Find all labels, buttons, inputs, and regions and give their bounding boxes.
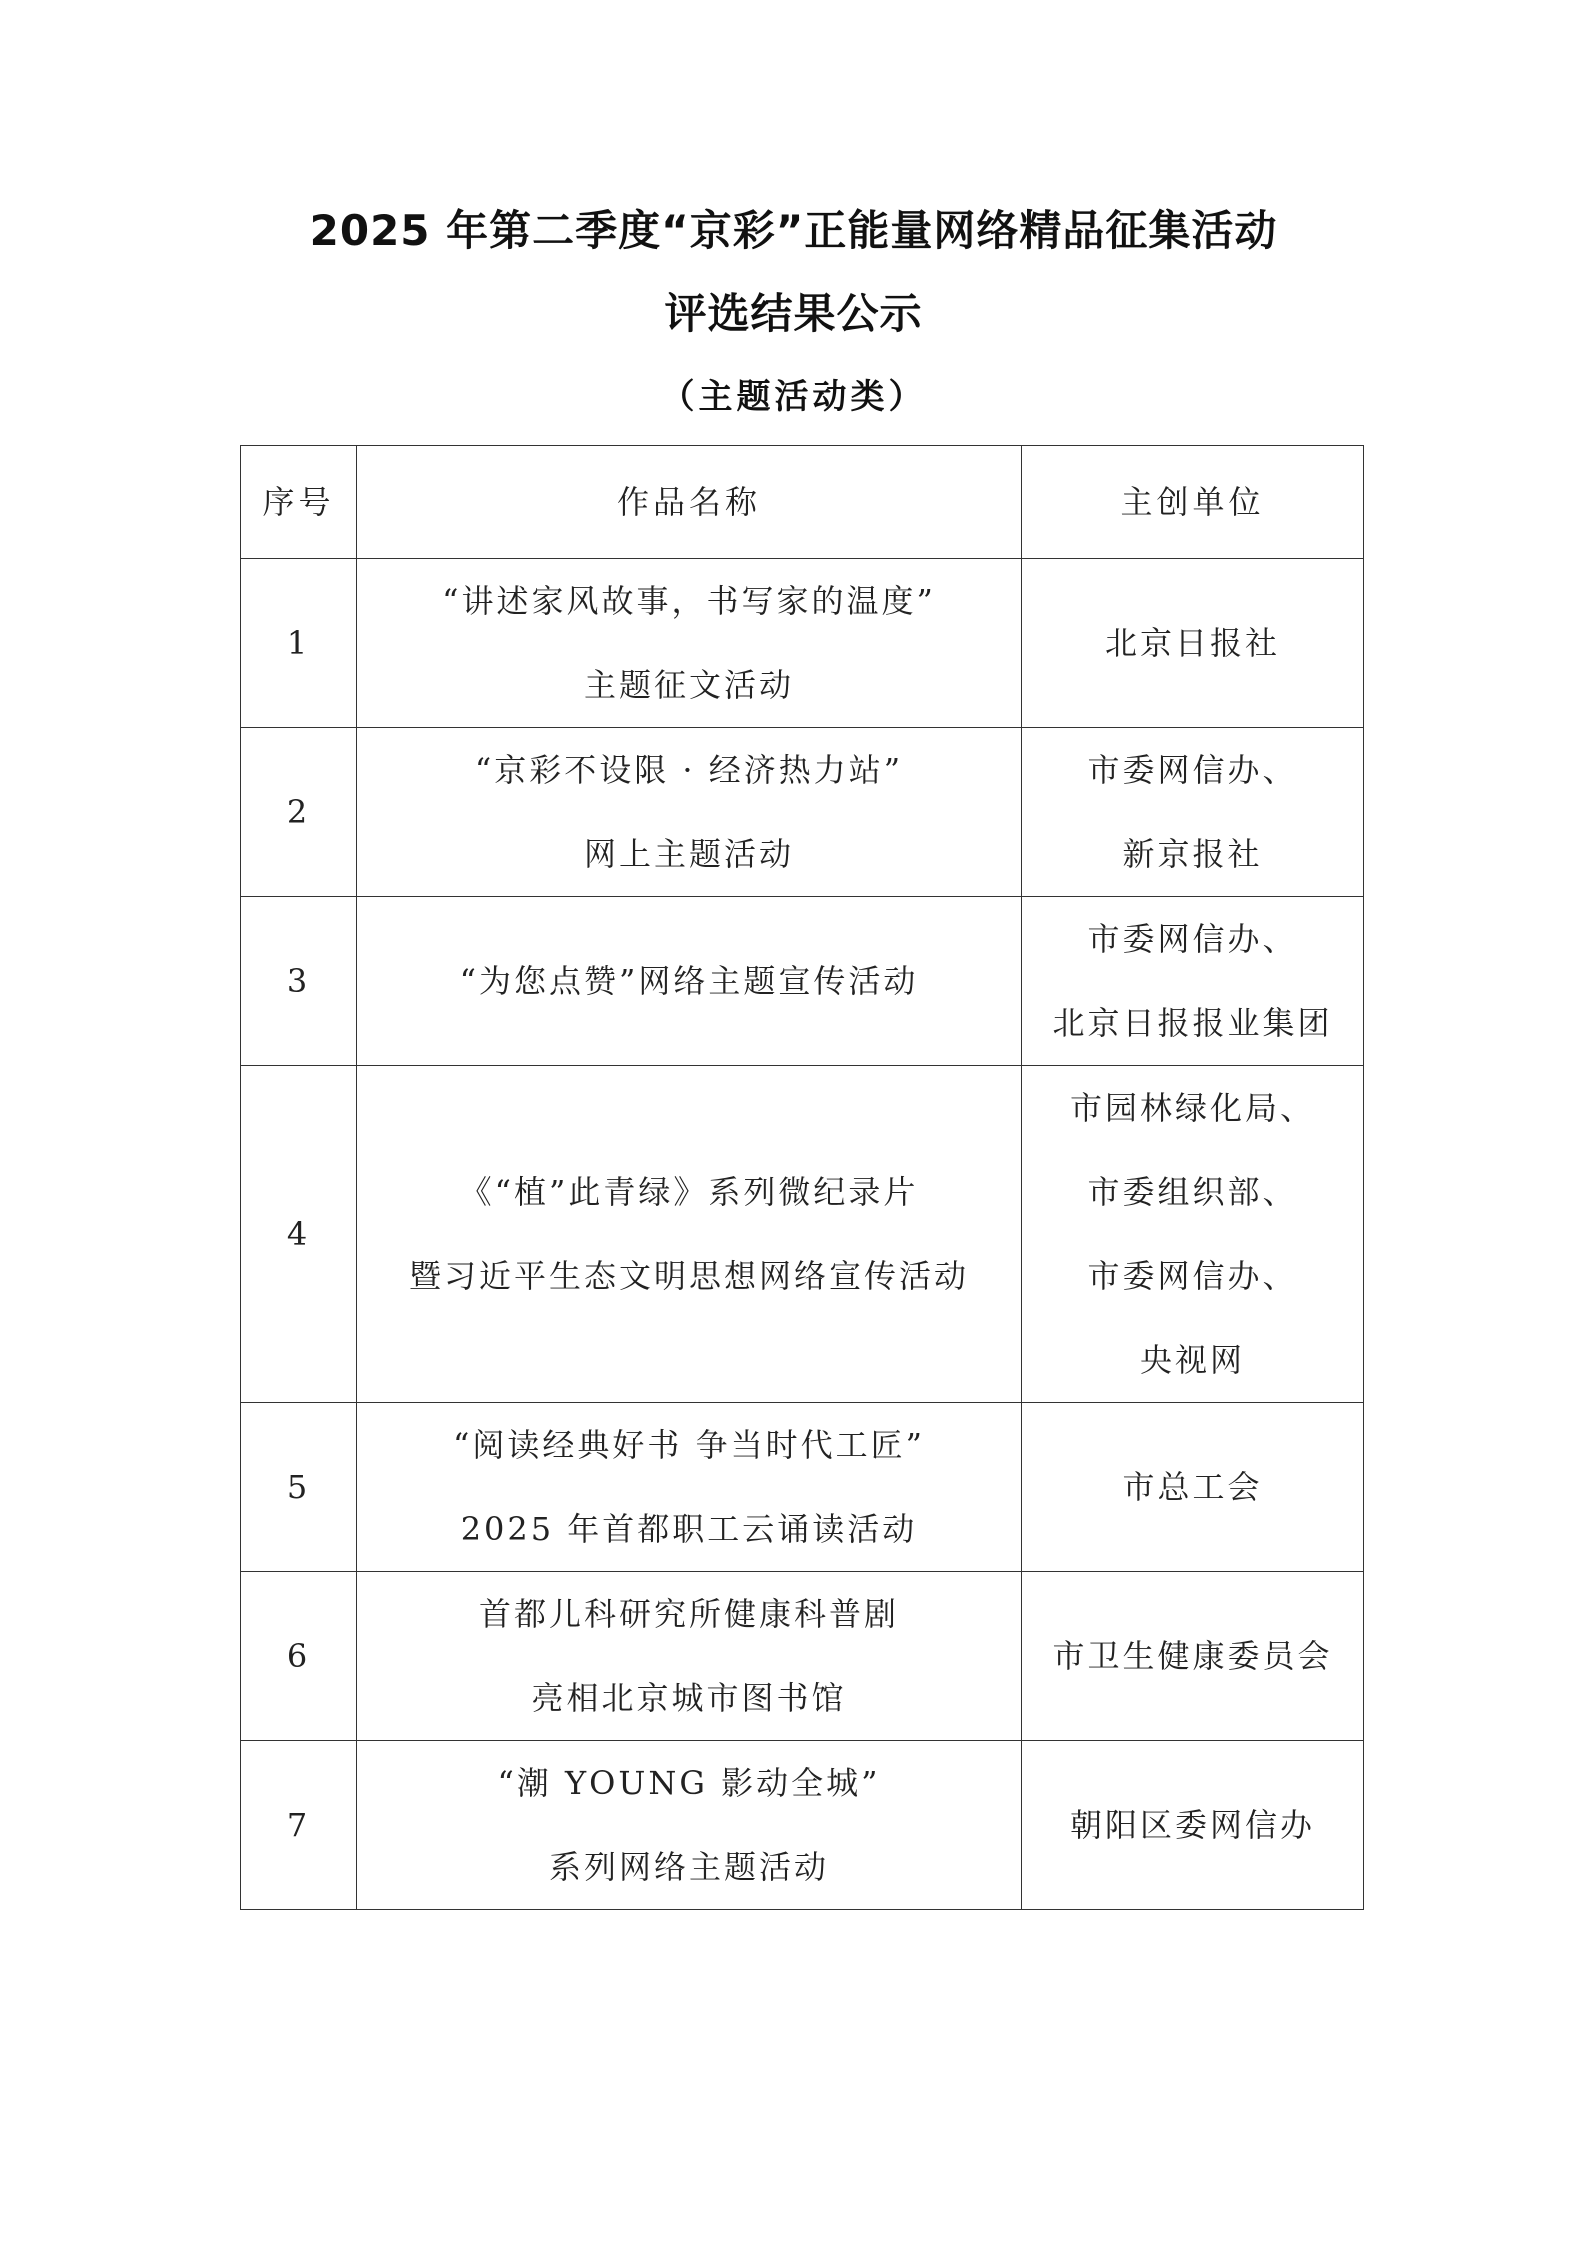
work-title-cell [357,1572,1022,1741]
work-title-line: “为您点赞”网络主题宣传活动 [459,962,919,1000]
table-row [241,1572,1364,1741]
table-row [241,559,1364,728]
creator-unit-line: 市委组织部、 [1087,1173,1298,1211]
table-row [241,728,1364,897]
creator-unit-cell [1022,728,1364,897]
work-title-cell [357,1741,1022,1910]
creator-unit-line: 市总工会 [1122,1468,1263,1506]
creator-unit-line: 新京报社 [1122,835,1263,873]
creator-unit-line: 北京日报社 [1104,624,1280,662]
table-row [241,1066,1364,1403]
work-title-line: 首都儿科研究所健康科普剧 [478,1595,899,1633]
work-title-cell [357,1403,1022,1572]
work-title-line: 主题征文活动 [583,666,794,704]
creator-unit-cell [1022,559,1364,728]
page-subtitle: （主题活动类） [660,377,927,417]
creator-unit-line: 市卫生健康委员会 [1052,1637,1333,1675]
creator-unit-line: 市委网信办、 [1087,920,1298,958]
work-title-line: 暨习近平生态文明思想网络宣传活动 [408,1257,969,1295]
creator-unit-line: 央视网 [1139,1341,1245,1379]
work-title-cell [357,897,1022,1066]
row-number: 6 [241,1572,357,1741]
table-row [241,1403,1364,1572]
creator-unit-cell [1022,1066,1364,1403]
results-table [240,445,1364,1910]
row-number: 1 [241,559,357,728]
work-title-line: “潮 YOUNG 影动全城” [497,1764,881,1802]
row-number: 4 [241,1066,357,1403]
creator-unit-cell [1022,897,1364,1066]
work-title-line: “讲述家风故事，书写家的温度” [442,582,936,620]
table-row [241,1741,1364,1910]
page-title-line2: 评选结果公示 [664,289,923,338]
page-title-line1: 2025 年第二季度“京彩”正能量网络精品征集活动 [309,206,1278,255]
row-number: 7 [241,1741,357,1910]
work-title-line: 2025 年首都职工云诵读活动 [460,1510,918,1548]
creator-unit-cell [1022,1403,1364,1572]
row-number: 5 [241,1403,357,1572]
work-title-line: 网上主题活动 [583,835,794,873]
creator-unit-line: 市园林绿化局、 [1069,1089,1315,1127]
work-title-cell [357,559,1022,728]
work-title-line: “京彩不设限 · 经济热力站” [474,751,904,789]
header-work-title: 作品名称 [357,446,1022,559]
creator-unit-cell [1022,1572,1364,1741]
work-title-cell [357,728,1022,897]
header-number: 序号 [241,446,357,559]
creator-unit-line: 市委网信办、 [1087,751,1298,789]
table-header-row [241,446,1364,559]
header-creator-unit: 主创单位 [1022,446,1364,559]
row-number: 2 [241,728,357,897]
creator-unit-line: 市委网信办、 [1087,1257,1298,1295]
work-title-line: 系列网络主题活动 [548,1848,829,1886]
row-number: 3 [241,897,357,1066]
work-title-line: 亮相北京城市图书馆 [531,1679,847,1717]
work-title-cell [357,1066,1022,1403]
table-row [241,897,1364,1066]
work-title-line: 《“植”此青绿》系列微纪录片 [459,1173,919,1211]
work-title-line: “阅读经典好书 争当时代工匠” [453,1426,925,1464]
creator-unit-line: 北京日报报业集团 [1052,1004,1333,1042]
creator-unit-cell [1022,1741,1364,1910]
creator-unit-line: 朝阳区委网信办 [1069,1806,1315,1844]
